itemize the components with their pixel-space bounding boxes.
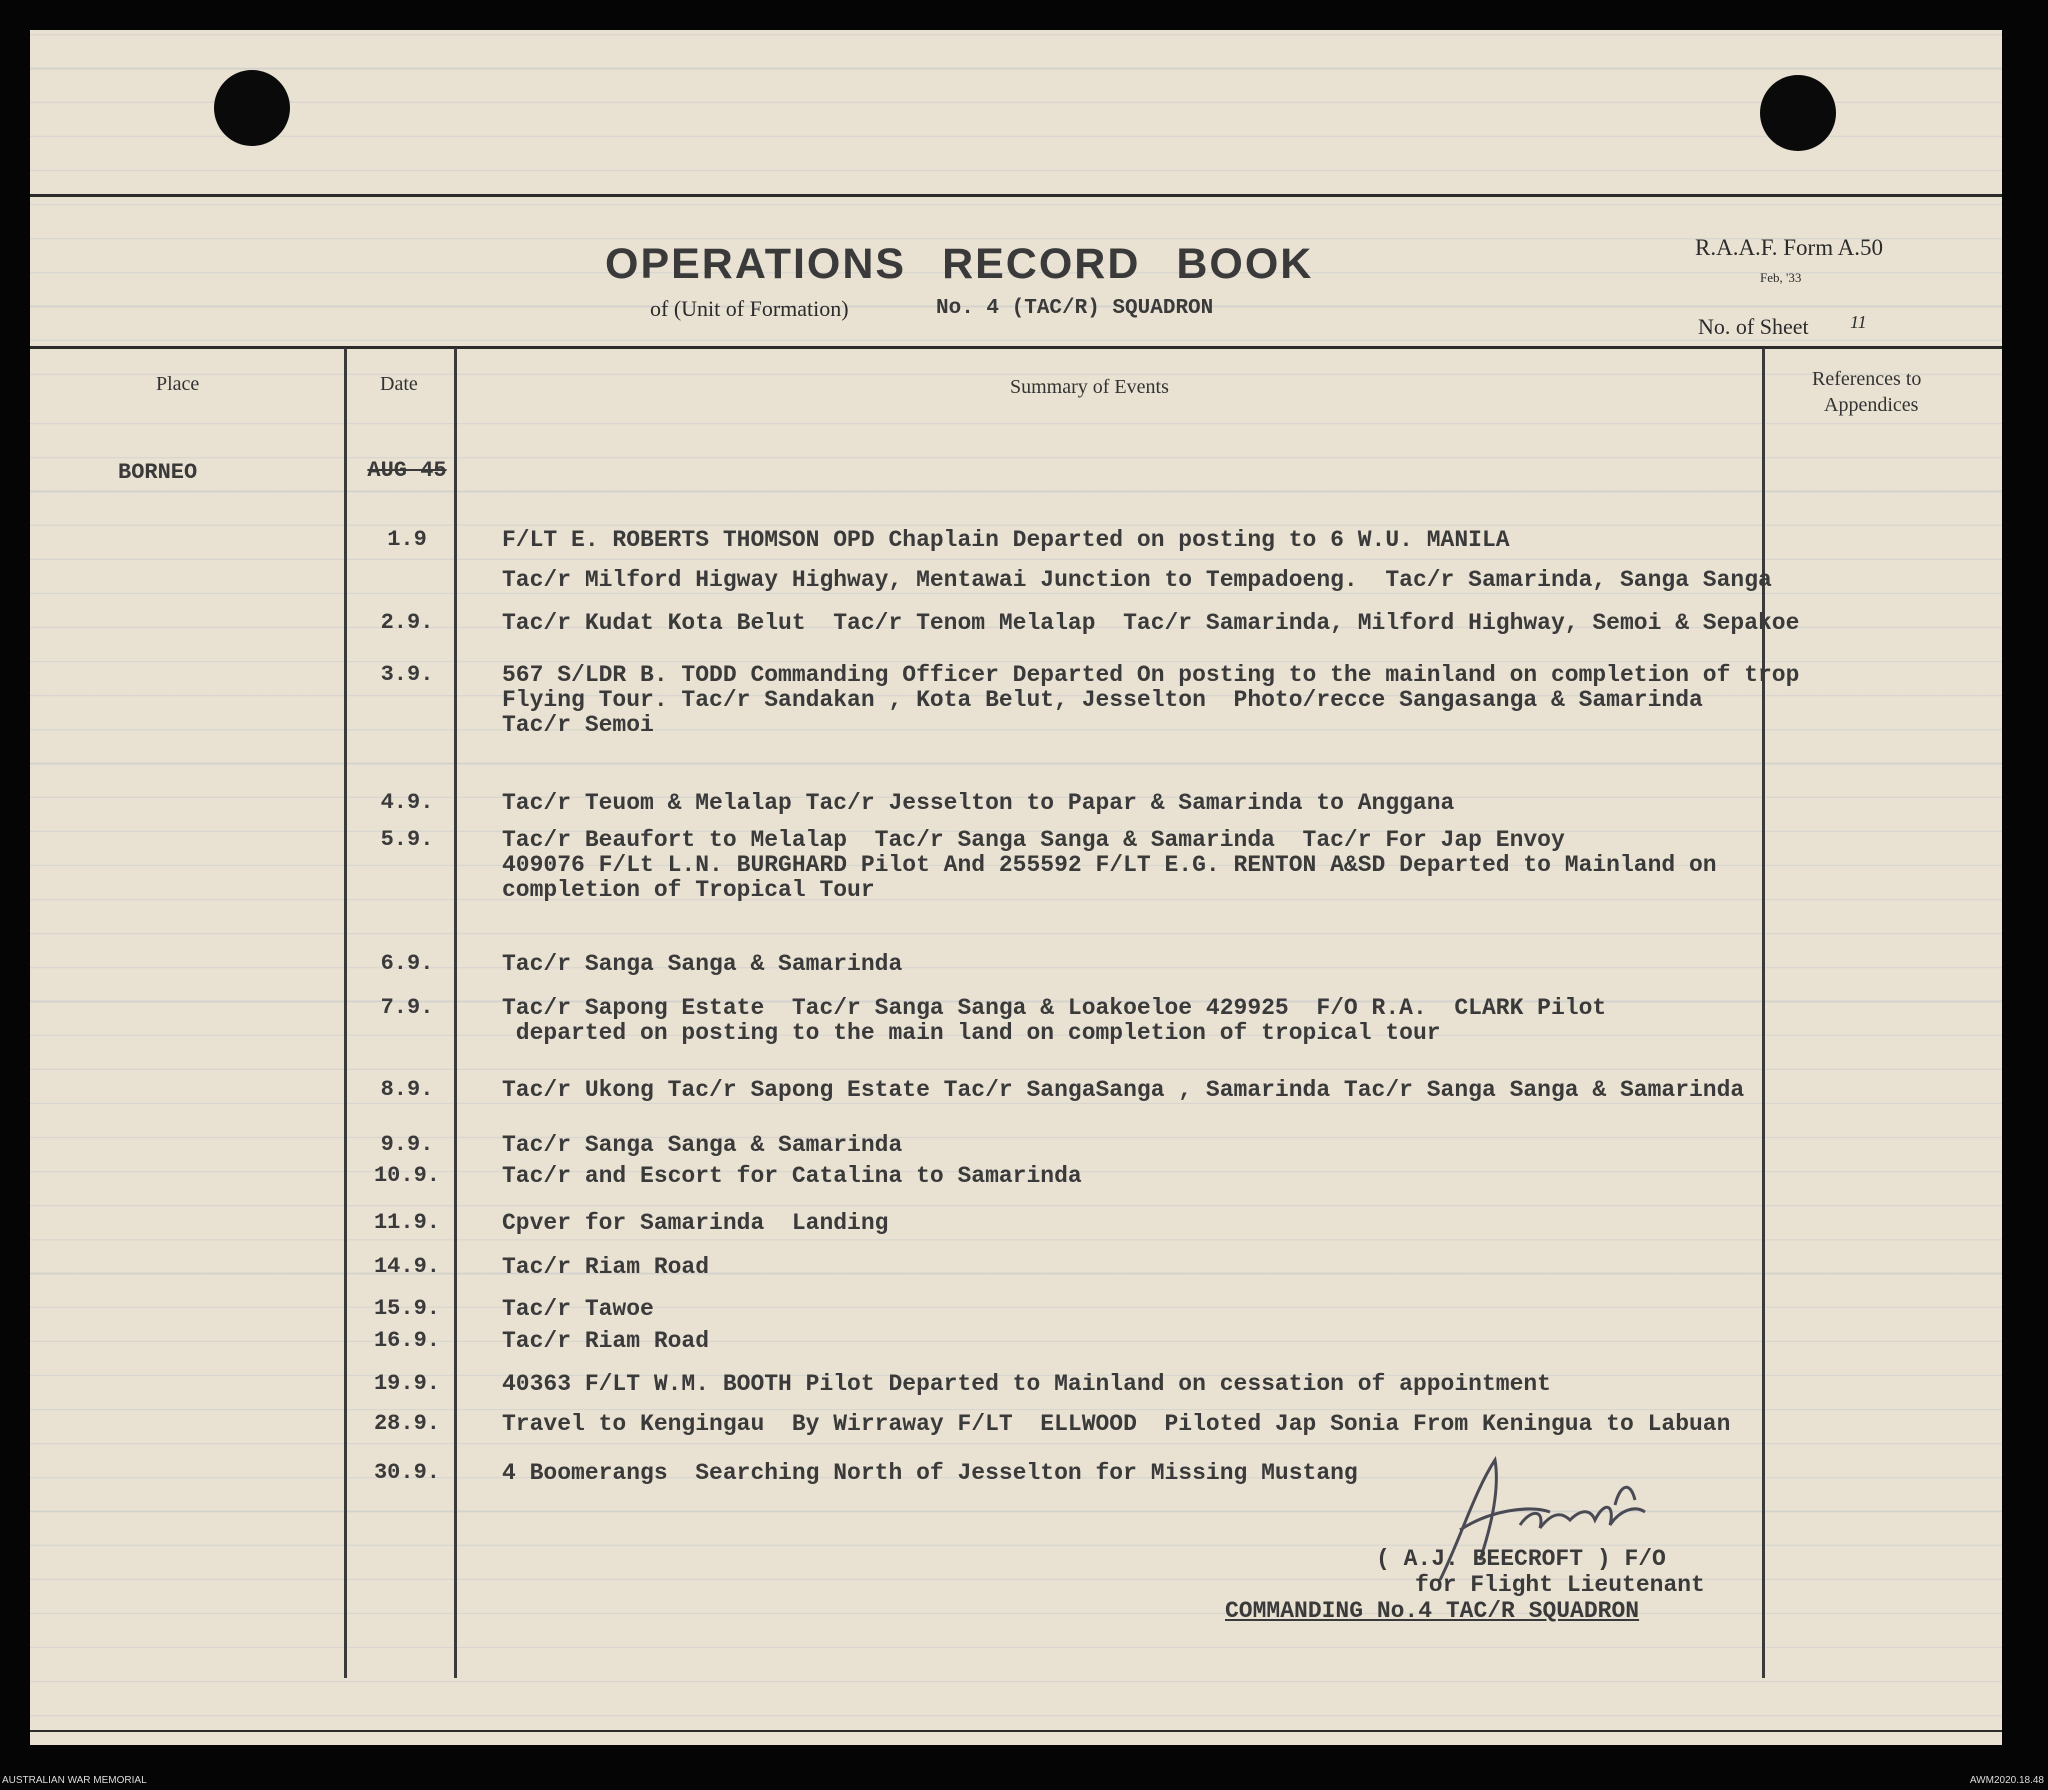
entry-date: 16.9. xyxy=(373,1328,440,1353)
entry-date: 19.9. xyxy=(373,1371,440,1396)
entry-text-line: Tac/r Beaufort to Melalap Tac/r Sanga Sanga & Samarinda Tac/r For Jap Envoy xyxy=(502,827,1565,853)
entry-text-line: Tac/r Sapong Estate Tac/r Sanga Sanga & Loakoeloe 429925 F/O R.A. CLARK Pilot xyxy=(502,995,1607,1021)
form-title: OPERATIONS RECORD BOOK xyxy=(605,240,1314,288)
header-bottom-rule xyxy=(30,346,2002,349)
entry-text-line: completion of Tropical Tour xyxy=(502,877,875,903)
punch-hole-right xyxy=(1760,75,1836,151)
signatory-commanding: COMMANDING No.4 TAC/R SQUADRON xyxy=(1225,1598,1640,1624)
entry-text-line: departed on posting to the main land on completion of tropical tour xyxy=(502,1020,1441,1046)
entry-text-line: Tac/r Riam Road xyxy=(502,1254,710,1280)
month-value: AUG 45 xyxy=(367,458,447,483)
footer-archive-name: AUSTRALIAN WAR MEMORIAL xyxy=(2,1775,147,1786)
entry-text-line: Tac/r Semoi xyxy=(502,712,654,738)
unit-label: of (Unit of Formation) xyxy=(650,296,849,321)
summary-column-divider xyxy=(1762,348,1765,1678)
entry-date: 5.9. xyxy=(380,827,434,852)
entry-text-line: 40363 F/LT W.M. BOOTH Pilot Departed to Mainland on cessation of appointment xyxy=(502,1371,1551,1397)
entry-text-line: Tac/r Teuom & Melalap Tac/r Jesselton to Papar & Samarinda to Anggana xyxy=(502,790,1455,816)
entry-date: 6.9. xyxy=(380,951,434,976)
entry-text-line: 4 Boomerangs Searching North of Jesselton for Missing Mustang xyxy=(502,1460,1358,1486)
entry-text-line: Tac/r Milford Higway Highway, Mentawai Junction to Tempadoeng. Tac/r Samarinda, Sanga Sanga xyxy=(502,567,1772,593)
unit-value: No. 4 (TAC/R) SQUADRON xyxy=(936,297,1214,320)
entry-date: 3.9. xyxy=(380,662,434,687)
col-header-appendices: Appendices xyxy=(1824,394,1919,416)
record-sheet xyxy=(30,30,2002,1745)
header-top-rule xyxy=(30,194,2002,197)
entry-date: 8.9. xyxy=(380,1077,434,1102)
entry-text-line: 409076 F/Lt L.N. BURGHARD Pilot And 255592 F/LT E.G. RENTON A&SD Departed to Mainland on xyxy=(502,852,1717,878)
footer-accession-number: AWM2020.18.48 xyxy=(1969,1775,2044,1786)
entry-text-line: Travel to Kengingau By Wirraway F/LT ELLWOOD Piloted Jap Sonia From Keningua to Labuan xyxy=(502,1411,1731,1437)
entry-text-line: Tac/r and Escort for Catalina to Samarinda xyxy=(502,1163,1082,1189)
place-value: BORNEO xyxy=(118,460,198,485)
entry-date: 4.9. xyxy=(380,790,434,815)
col-header-place: Place xyxy=(156,373,200,395)
entry-text-line: F/LT E. ROBERTS THOMSON OPD Chaplain Departed on posting to 6 W.U. MANILA xyxy=(502,527,1510,553)
col-header-date: Date xyxy=(380,373,418,395)
entry-text-line: Tac/r Riam Road xyxy=(502,1328,710,1354)
entry-text-line: Tac/r Kudat Kota Belut Tac/r Tenom Melalap Tac/r Samarinda, Milford Highway, Semoi & Sepakoe xyxy=(502,610,1800,636)
entry-date: 1.9 xyxy=(387,527,427,552)
entry-date: 10.9. xyxy=(373,1163,440,1188)
entry-text-line: Cpver for Samarinda Landing xyxy=(502,1210,889,1236)
entry-text-line: Tac/r Ukong Tac/r Sapong Estate Tac/r SangaSanga , Samarinda Tac/r Sanga Sanga & Samarinda xyxy=(502,1077,1745,1103)
bottom-rule xyxy=(30,1730,2002,1732)
entry-text-line: 567 S/LDR B. TODD Commanding Officer Departed On posting to the mainland on completion of trop xyxy=(502,662,1800,688)
entry-date: 7.9. xyxy=(380,995,434,1020)
form-date: Feb, '33 xyxy=(1760,270,1802,285)
entry-date: 30.9. xyxy=(373,1460,440,1485)
entry-text-line: Tac/r Tawoe xyxy=(502,1296,654,1322)
entry-date: 11.9. xyxy=(373,1210,440,1235)
signatory-for-line: for Flight Lieutenant xyxy=(1415,1572,1705,1598)
punch-hole-left xyxy=(214,70,290,146)
signatory-name: ( A.J. BEECROFT ) F/O xyxy=(1376,1546,1666,1572)
col-header-references: References to xyxy=(1812,368,1922,390)
entry-date: 2.9. xyxy=(380,610,434,635)
entry-date: 15.9. xyxy=(373,1296,440,1321)
entry-text-line: Flying Tour. Tac/r Sandakan , Kota Belut, Jesselton Photo/recce Sangasanga & Samarinda xyxy=(502,687,1703,713)
col-header-summary: Summary of Events xyxy=(1010,376,1169,398)
entry-date: 28.9. xyxy=(373,1411,440,1436)
entry-text-line: Tac/r Sanga Sanga & Samarinda xyxy=(502,951,903,977)
entry-text-line: Tac/r Sanga Sanga & Samarinda xyxy=(502,1132,903,1158)
entry-date: 9.9. xyxy=(380,1132,434,1157)
sheet-value: 11 xyxy=(1850,312,1867,332)
entry-date: 14.9. xyxy=(373,1254,440,1279)
sheet-label: No. of Sheet xyxy=(1698,314,1809,339)
form-number: R.A.A.F. Form A.50 xyxy=(1695,235,1883,260)
place-column-divider xyxy=(344,348,347,1678)
